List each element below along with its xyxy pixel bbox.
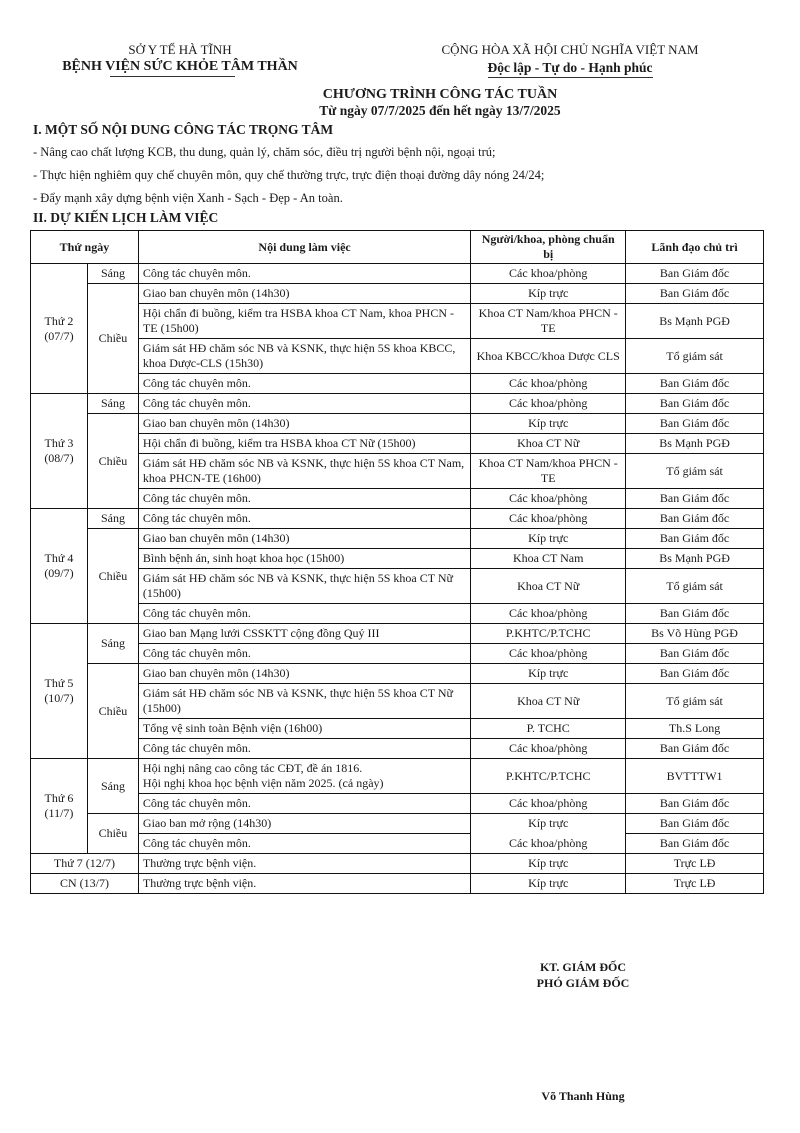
day-date: (07/7) <box>44 328 74 343</box>
lead-cell: Bs Mạnh PGĐ <box>626 549 764 569</box>
preparer-cell: Các khoa/phòng <box>471 794 626 814</box>
preparer-cell: Các khoa/phòng <box>471 834 626 854</box>
day-cell <box>31 624 88 759</box>
session-morning: Sáng <box>87 394 138 414</box>
activity-text: Giám sát HĐ chăm sóc NB và KSNK, thực hiện 5S khoa CT Nam, khoa PHCN-TE (16h00) <box>142 456 465 485</box>
activity-content <box>138 374 470 394</box>
lead-cell: Tổ giám sát <box>626 569 764 604</box>
col-header-day: Thứ ngày <box>31 231 139 264</box>
day-date: (08/7) <box>44 451 74 465</box>
preparer-cell: Khoa CT Nam <box>471 549 626 569</box>
lead-cell: Bs Mạnh PGĐ <box>626 434 764 454</box>
activity-content <box>138 509 470 529</box>
table-row <box>31 759 764 794</box>
activity-content <box>138 434 470 454</box>
day-cell: CN (13/7) <box>31 874 139 894</box>
activity-content <box>138 414 470 434</box>
session-afternoon: Chiều <box>87 284 138 394</box>
lead-cell: Trực LĐ <box>626 854 764 874</box>
preparer-cell: Kíp trực <box>471 874 626 894</box>
focus-item: - Đẩy mạnh xây dựng bệnh viện Xanh - Sạch - Đẹp - An toàn. <box>33 191 343 205</box>
activity-content <box>138 794 470 814</box>
focus-item: - Nâng cao chất lượng KCB, thu dung, quản lý, chăm sóc, điều trị người bệnh nội, ngoại trú; <box>33 145 496 159</box>
lead-cell: Ban Giám đốc <box>626 794 764 814</box>
activity-content <box>138 264 470 284</box>
activity-content <box>138 489 470 509</box>
activity-content <box>138 454 470 489</box>
activity-content <box>138 739 470 759</box>
signer-name: Võ Thanh Hùng <box>541 1089 625 1103</box>
lead-cell: Bs Mạnh PGĐ <box>626 304 764 339</box>
day-name: Thứ 3 <box>44 436 74 450</box>
lead-cell: Trực LĐ <box>626 874 764 894</box>
lead-cell: Ban Giám đốc <box>626 509 764 529</box>
day-name: Thứ 2 <box>44 313 74 328</box>
section-2-heading: II. DỰ KIẾN LỊCH LÀM VIỆC <box>33 210 219 225</box>
lead-cell: Ban Giám đốc <box>626 264 764 284</box>
preparer-cell: P.KHTC/P.TCHC <box>471 624 626 644</box>
activity-text: Giao ban Mạng lưới CSSKTT cộng đồng Quý III <box>142 626 380 640</box>
activity-content <box>138 549 470 569</box>
session-morning: Sáng <box>87 759 138 814</box>
day-cell: Thứ 7 (12/7) <box>31 854 139 874</box>
col-header-preparer: Người/khoa, phòng chuẩn bị <box>471 231 626 264</box>
lead-cell: Ban Giám đốc <box>626 814 764 834</box>
preparer-cell: Các khoa/phòng <box>471 739 626 759</box>
table-header-row <box>31 231 764 264</box>
activity-text: Công tác chuyên môn. <box>142 796 251 810</box>
lead-cell: Bs Võ Hùng PGĐ <box>626 624 764 644</box>
table-row <box>31 739 764 759</box>
signature-subtitle: PHÓ GIÁM ĐỐC <box>536 976 630 990</box>
day-name: Thứ 6 <box>44 791 74 805</box>
schedule-table <box>30 230 764 894</box>
activity-text: Giao ban chuyên môn (14h30) <box>142 666 290 680</box>
col-header-content: Nội dung làm việc <box>138 231 470 264</box>
lead-cell: Ban Giám đốc <box>626 739 764 759</box>
lead-cell: Ban Giám đốc <box>626 644 764 664</box>
activity-content <box>138 719 470 739</box>
day-cell <box>31 264 88 394</box>
table-row <box>31 509 764 529</box>
activity-text: Công tác chuyên môn. <box>142 266 251 280</box>
national-title: CỘNG HÒA XÃ HỘI CHỦ NGHĨA VIỆT NAM <box>441 42 699 57</box>
session-afternoon: Chiều <box>87 414 138 509</box>
lead-cell: Ban Giám đốc <box>626 604 764 624</box>
lead-cell: Ban Giám đốc <box>626 394 764 414</box>
day-cell <box>31 394 88 509</box>
activity-text: Giám sát HĐ chăm sóc NB và KSNK, thực hiện 5S khoa CT Nữ (15h00) <box>142 686 454 715</box>
preparer-cell: P.KHTC/P.TCHC <box>471 759 626 794</box>
activity-text: Giám sát HĐ chăm sóc NB và KSNK, thực hiện 5S khoa KBCC, khoa Dược-CLS (15h30) <box>142 341 456 370</box>
activity-text: Giao ban chuyên môn (14h30) <box>142 416 290 430</box>
lead-cell: Ban Giám đốc <box>626 664 764 684</box>
activity-text: Công tác chuyên môn. <box>142 836 251 850</box>
table-row <box>31 549 764 569</box>
preparer-cell: Các khoa/phòng <box>471 644 626 664</box>
activity-content <box>138 644 470 664</box>
national-header <box>370 42 770 78</box>
activity-text: Công tác chuyên môn. <box>142 376 251 390</box>
lead-cell: Tổ giám sát <box>626 339 764 374</box>
activity-content <box>138 624 470 644</box>
day-date: (09/7) <box>44 566 74 580</box>
preparer-cell: Kíp trực <box>471 664 626 684</box>
activity-text: Công tác chuyên môn. <box>142 606 251 620</box>
activity-content <box>138 814 470 834</box>
activity-text: Hội chẩn đi buồng, kiểm tra HSBA khoa CT Nam, khoa PHCN - TE (15h00) <box>142 306 455 335</box>
table-row <box>31 284 764 304</box>
activity-content <box>138 664 470 684</box>
signature-title: KT. GIÁM ĐỐC <box>539 960 627 974</box>
session-afternoon: Chiều <box>87 664 138 759</box>
table-row <box>31 874 764 894</box>
session-morning: Sáng <box>87 264 138 284</box>
preparer-cell: Khoa KBCC/khoa Dược CLS <box>471 339 626 374</box>
hospital-name: BỆNH VIỆN SỨC KHỎE TÂM THẦN <box>62 59 298 74</box>
lead-cell: BVTTTW1 <box>626 759 764 794</box>
activity-text: Giao ban chuyên môn (14h30) <box>142 286 290 300</box>
lead-cell: Ban Giám đốc <box>626 284 764 304</box>
preparer-cell: Kíp trực <box>471 814 626 834</box>
day-name: Thứ 4 <box>44 551 74 565</box>
activity-text: Hội nghị khoa học bệnh viện năm 2025. (cả ngày) <box>142 776 384 790</box>
table-row <box>31 394 764 414</box>
activity-text: Giao ban mở rộng (14h30) <box>142 816 272 830</box>
lead-cell: Ban Giám đốc <box>626 529 764 549</box>
preparer-cell: Khoa CT Nữ <box>471 684 626 719</box>
table-row <box>31 854 764 874</box>
activity-text: Công tác chuyên môn. <box>142 396 251 410</box>
activity-text: Công tác chuyên môn. <box>142 491 251 505</box>
table-row <box>31 834 764 854</box>
table-row <box>31 624 764 644</box>
lead-cell: Th.S Long <box>626 719 764 739</box>
activity-content <box>138 684 470 719</box>
activity-text: Hội nghị nâng cao công tác CĐT, đề án 1816. <box>142 761 363 775</box>
activity-content <box>138 759 470 794</box>
lead-cell: Ban Giám đốc <box>626 834 764 854</box>
activity-content: Thường trực bệnh viện. <box>138 874 470 894</box>
preparer-cell: Khoa CT Nam/khoa PHCN - TE <box>471 304 626 339</box>
preparer-cell: Kíp trực <box>471 529 626 549</box>
table-row <box>31 374 764 394</box>
focus-item: - Thực hiện nghiêm quy chế chuyên môn, quy chế thường trực, trực điện thoại đường dây nóng 24/24; <box>33 168 545 182</box>
table-row <box>31 604 764 624</box>
table-row <box>31 719 764 739</box>
preparer-cell: Khoa CT Nữ <box>471 434 626 454</box>
activity-content <box>138 284 470 304</box>
table-row <box>31 414 764 434</box>
preparer-cell: Các khoa/phòng <box>471 509 626 529</box>
day-name: Thứ 5 <box>44 676 74 690</box>
activity-text: Bình bệnh án, sinh hoạt khoa học (15h00) <box>142 551 345 565</box>
lead-cell: Tổ giám sát <box>626 684 764 719</box>
preparer-cell: Các khoa/phòng <box>471 374 626 394</box>
activity-content <box>138 834 470 854</box>
preparer-cell: Các khoa/phòng <box>471 489 626 509</box>
preparer-cell: Các khoa/phòng <box>471 604 626 624</box>
lead-cell: Ban Giám đốc <box>626 414 764 434</box>
table-row <box>31 489 764 509</box>
document-title: CHƯƠNG TRÌNH CÔNG TÁC TUẦN <box>322 87 558 102</box>
col-header-lead: Lãnh đạo chủ trì <box>626 231 764 264</box>
table-row <box>31 684 764 719</box>
activity-content <box>138 604 470 624</box>
agency-header <box>30 42 330 77</box>
table-row <box>31 264 764 284</box>
day-cell <box>31 509 88 624</box>
table-row <box>31 304 764 339</box>
activity-text: Công tác chuyên môn. <box>142 646 251 660</box>
table-row <box>31 339 764 374</box>
lead-cell: Ban Giám đốc <box>626 489 764 509</box>
session-afternoon: Chiều <box>87 814 138 854</box>
activity-text: Hội chẩn đi buồng, kiểm tra HSBA khoa CT Nữ (15h00) <box>142 436 416 450</box>
motto-underline <box>488 77 653 78</box>
activity-text: Tổng vệ sinh toàn Bệnh viện (16h00) <box>142 721 323 735</box>
activity-content <box>138 339 470 374</box>
table-row <box>31 454 764 489</box>
preparer-cell: Các khoa/phòng <box>471 394 626 414</box>
table-row <box>31 569 764 604</box>
lead-cell: Tổ giám sát <box>626 454 764 489</box>
activity-content <box>138 304 470 339</box>
header-underline <box>110 76 235 77</box>
activity-content <box>138 569 470 604</box>
preparer-cell: Các khoa/phòng <box>471 264 626 284</box>
lead-cell: Ban Giám đốc <box>626 374 764 394</box>
preparer-cell: Kíp trực <box>471 284 626 304</box>
preparer-cell: Khoa CT Nam/khoa PHCN - TE <box>471 454 626 489</box>
table-row <box>31 644 764 664</box>
activity-text: Công tác chuyên môn. <box>142 741 251 755</box>
preparer-cell: P. TCHC <box>471 719 626 739</box>
section-1-heading: I. MỘT SỐ NỘI DUNG CÔNG TÁC TRỌNG TÂM <box>33 122 334 137</box>
document-date-range: Từ ngày 07/7/2025 đến hết ngày 13/7/2025 <box>319 103 561 118</box>
preparer-cell: Kíp trực <box>471 414 626 434</box>
activity-text: Giao ban chuyên môn (14h30) <box>142 531 290 545</box>
table-row <box>31 794 764 814</box>
table-row <box>31 814 764 834</box>
activity-text: Công tác chuyên môn. <box>142 511 251 525</box>
table-row <box>31 434 764 454</box>
table-row <box>31 529 764 549</box>
day-date: (11/7) <box>44 806 74 820</box>
session-morning: Sáng <box>87 509 138 529</box>
session-morning: Sáng <box>87 624 138 664</box>
day-date: (10/7) <box>44 691 74 705</box>
national-motto: Độc lập - Tự do - Hạnh phúc <box>487 60 653 75</box>
preparer-cell: Khoa CT Nữ <box>471 569 626 604</box>
day-cell <box>31 759 88 854</box>
preparer-cell: Kíp trực <box>471 854 626 874</box>
activity-content <box>138 394 470 414</box>
session-afternoon: Chiều <box>87 529 138 624</box>
activity-content: Thường trực bệnh viện. <box>138 854 470 874</box>
activity-content <box>138 529 470 549</box>
department-name: SỞ Y TẾ HÀ TĨNH <box>128 42 232 57</box>
activity-text: Giám sát HĐ chăm sóc NB và KSNK, thực hiện 5S khoa CT Nữ (15h00) <box>142 571 454 600</box>
table-row <box>31 664 764 684</box>
